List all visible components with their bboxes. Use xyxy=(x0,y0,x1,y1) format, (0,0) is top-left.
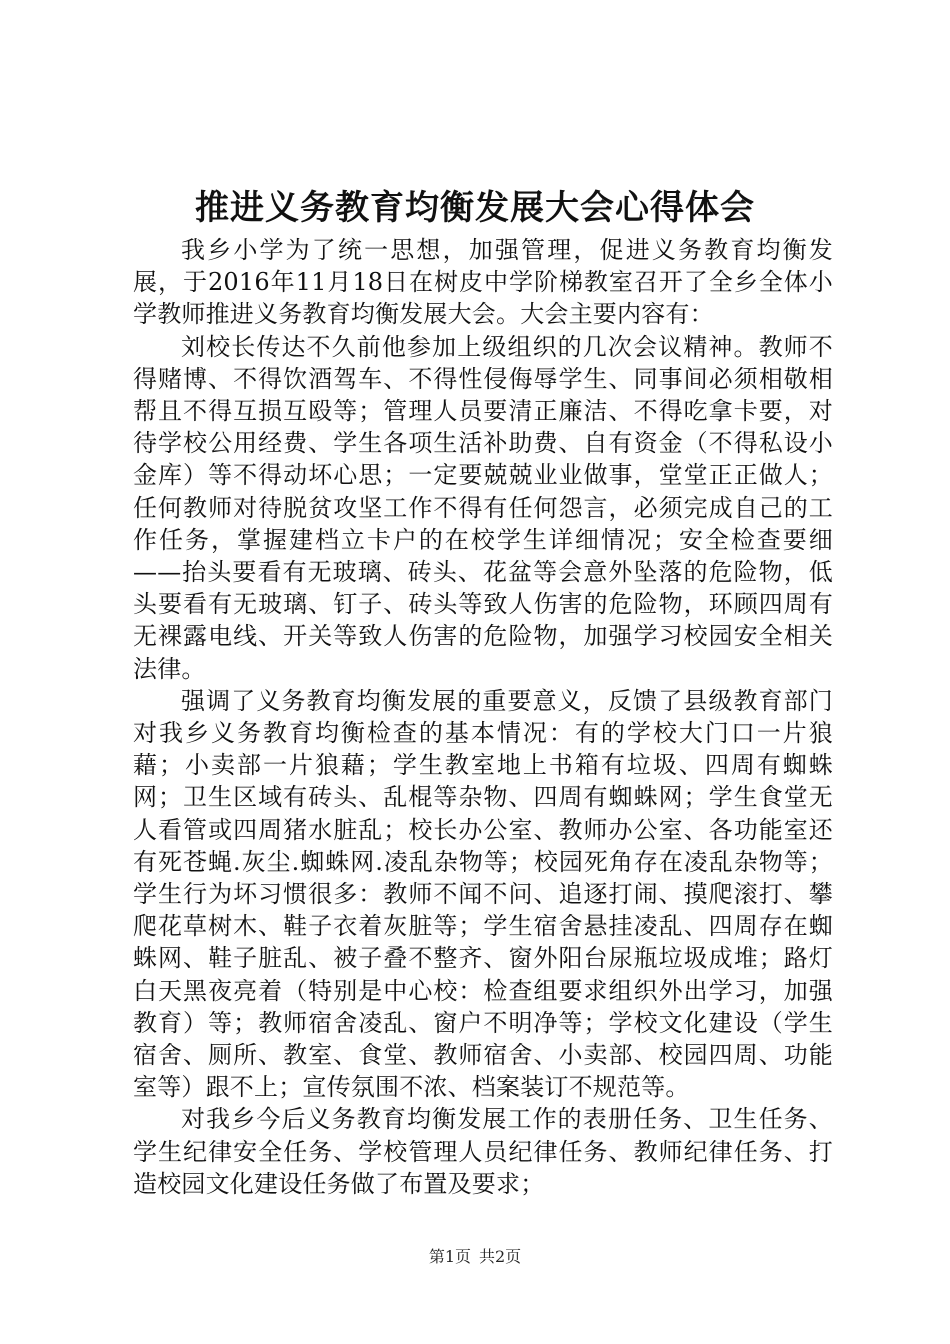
page-number: 第1页 xyxy=(428,1247,471,1266)
paragraph-inspection-feedback: 强调了义务教育均衡发展的重要意义，反馈了县级教育部门对我乡义务教育均衡检查的基本情况：有的学校大门口一片狼藉；小卖部一片狼藉；学生教室地上书箱有垃圾、四周有蜘蛛网；卫生区域有砖头、乱棍等杂物、四周有蜘蛛网；学生食堂无人看管或四周猪水脏乱；校长办公室、教师办公室、各功能室还有死苍蝇.灰尘.蜘蛛网.凌乱杂物等；校园死角存在凌乱杂物等；学生行为坏习惯很多：教师不闻不问、追逐打闹、摸爬滚打、攀爬花草树木、鞋子衣着灰脏等；学生宿舍悬挂凌乱、四周存在蜘蛛网、鞋子脏乱、被子叠不整齐、窗外阳台尿瓶垃圾成堆；路灯白天黑夜亮着（特别是中心校：检查组要求组织外出学习，加强教育）等；教师宿舍凌乱、窗户不明净等；学校文化建设（学生宿舍、厕所、教室、食堂、教师宿舍、小卖部、校园四周、功能室等）跟不上；宣传氛围不浓、档案装订不规范等。 xyxy=(133,686,833,1102)
page-total: 共2页 xyxy=(479,1247,522,1266)
paragraph-principal-speech: 刘校长传达不久前他参加上级组织的几次会议精神。教师不得赌博、不得饮酒驾车、不得性侵侮辱学生、同事间必须相敬相帮且不得互损互殴等；管理人员要清正廉洁、不得吃拿卡要，对待学校公用经费、学生各项生活补助费、自有资金（不得私设小金库）等不得动坏心思；一定要兢兢业业做事，堂堂正正做人；任何教师对待脱贫攻坚工作不得有任何怨言，必须完成自己的工作任务，掌握建档立卡户的在校学生详细情况；安全检查要细——抬头要看有无玻璃、砖头、花盆等会意外坠落的危险物，低头要看有无玻璃、钉子、砖头等致人伤害的危险物，环顾四周有无裸露电线、开关等致人伤害的危险物，加强学习校园安全相关法律。 xyxy=(133,332,833,683)
paragraph-intro: 我乡小学为了统一思想，加强管理，促进义务教育均衡发展，于2016年11月18日在树皮中学阶梯教室召开了全乡全体小学教师推进义务教育均衡发展大会。大会主要内容有： xyxy=(133,236,833,329)
document-title: 推进义务教育均衡发展大会心得体会 xyxy=(195,188,755,228)
page-footer xyxy=(0,1247,950,1267)
document-body xyxy=(133,234,833,1200)
paragraph-task-assignment: 对我乡今后义务教育均衡发展工作的表册任务、卫生任务、学生纪律安全任务、学校管理人员纪律任务、教师纪律任务、打造校园文化建设任务做了布置及要求； xyxy=(133,1105,833,1198)
